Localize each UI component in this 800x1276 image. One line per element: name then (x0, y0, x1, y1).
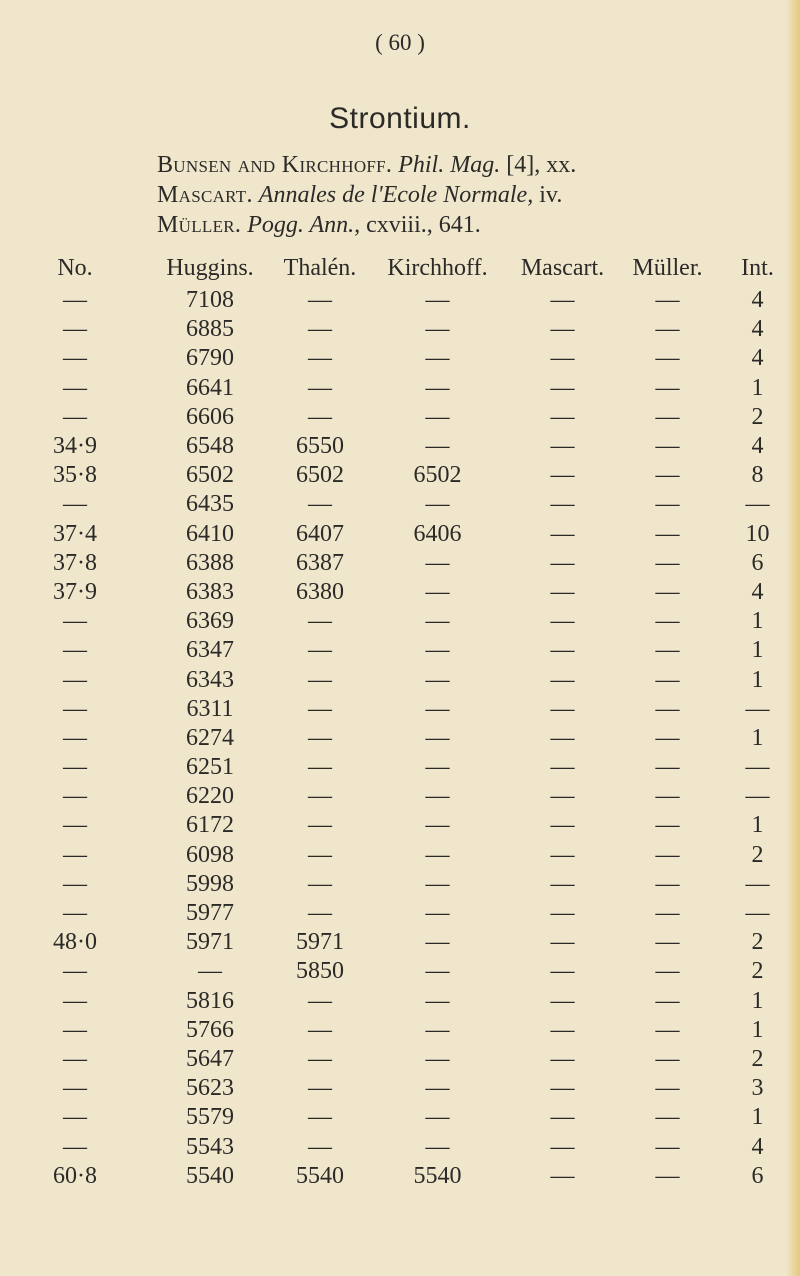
column-header-thalen: Thalén. (283, 254, 357, 281)
huggins-cell: 6172 (186, 812, 234, 839)
no-cell: — (63, 666, 87, 693)
no-cell: 35·8 (53, 462, 97, 489)
huggins-cell: 6410 (186, 520, 234, 547)
no-cell: — (63, 345, 87, 372)
huggins-cell: 5766 (186, 1016, 234, 1043)
thalen-cell: — (308, 987, 332, 1014)
muller-cell: — (655, 403, 680, 430)
huggins-cell: 6343 (186, 666, 234, 693)
kirchhoff-cell: — (425, 695, 450, 722)
mascart-cell: — (550, 316, 575, 343)
mascart-cell: — (550, 900, 575, 927)
no-cell: — (63, 403, 87, 430)
thalen-cell: — (308, 637, 332, 664)
kirchhoff-cell: — (425, 578, 450, 605)
table-row (0, 782, 800, 811)
kirchhoff-cell: — (425, 433, 450, 460)
intensity-cell: 1 (751, 1016, 764, 1043)
muller-cell: — (655, 929, 680, 956)
kirchhoff-cell: — (425, 1045, 450, 1072)
muller-cell: — (655, 783, 680, 810)
mascart-cell: — (550, 549, 575, 576)
intensity-cell: 2 (751, 841, 764, 868)
mascart-cell: — (550, 578, 575, 605)
muller-cell: — (655, 1016, 680, 1043)
kirchhoff-cell: 6406 (413, 520, 462, 547)
huggins-cell: 6641 (186, 374, 234, 401)
table-row (0, 1045, 800, 1074)
intensity-cell: 1 (751, 608, 764, 635)
intensity-cell: 4 (751, 1133, 764, 1160)
huggins-cell: 6790 (186, 345, 234, 372)
thalen-cell: 5540 (296, 1162, 344, 1189)
no-cell: — (63, 491, 87, 518)
thalen-cell: — (308, 1133, 332, 1160)
mascart-cell: — (550, 929, 575, 956)
column-header-mascart: Mascart. (520, 254, 605, 281)
table-row (0, 344, 800, 373)
column-header-no: No. (57, 254, 93, 281)
huggins-cell: 5543 (186, 1133, 234, 1160)
table-row (0, 1132, 800, 1161)
huggins-cell: 5647 (186, 1045, 234, 1072)
kirchhoff-cell: — (425, 608, 450, 635)
intensity-cell: 2 (751, 403, 764, 430)
table-row (0, 403, 800, 432)
huggins-cell: 6885 (186, 316, 234, 343)
muller-cell: — (655, 433, 680, 460)
table-row (0, 841, 800, 870)
no-cell: 34·9 (53, 433, 97, 460)
intensity-cell: 2 (751, 929, 764, 956)
table-row (0, 1103, 800, 1132)
thalen-cell: — (308, 812, 332, 839)
muller-cell: — (655, 1133, 680, 1160)
column-header-intensity: Int. (741, 254, 774, 281)
kirchhoff-cell: — (425, 549, 450, 576)
intensity-cell: 4 (751, 433, 764, 460)
kirchhoff-cell: 6502 (413, 462, 462, 489)
thalen-cell: — (308, 900, 332, 927)
mascart-cell: — (550, 491, 575, 518)
thalen-cell: — (308, 287, 332, 314)
mascart-cell: — (550, 637, 575, 664)
column-header-kirchhoff: Kirchhoff. (387, 254, 488, 281)
table-row (0, 665, 800, 694)
huggins-cell: 6098 (186, 841, 234, 868)
huggins-cell: 6311 (186, 695, 234, 722)
huggins-cell: 5540 (186, 1162, 234, 1189)
huggins-cell: 6435 (186, 491, 234, 518)
huggins-cell: 6388 (186, 549, 234, 576)
muller-cell: — (655, 491, 680, 518)
intensity-cell: 3 (751, 1075, 764, 1102)
thalen-cell: — (308, 1016, 332, 1043)
mascart-cell: — (550, 462, 575, 489)
thalen-cell: 6407 (296, 520, 344, 547)
muller-cell: — (655, 900, 680, 927)
muller-cell: — (655, 287, 680, 314)
intensity-cell: 2 (751, 958, 764, 985)
reference-details: [4], xx. (506, 152, 577, 178)
thalen-cell: — (308, 754, 332, 781)
table-row (0, 1162, 800, 1191)
mascart-cell: — (550, 287, 575, 314)
kirchhoff-cell: — (425, 374, 450, 401)
intensity-cell: — (745, 870, 770, 897)
no-cell: — (63, 841, 87, 868)
muller-cell: — (655, 345, 680, 372)
table-row (0, 636, 800, 665)
column-header-muller: Müller. (632, 254, 703, 281)
no-cell: — (63, 1104, 87, 1131)
no-cell: — (63, 1016, 87, 1043)
mascart-cell: — (550, 345, 575, 372)
mascart-cell: — (550, 433, 575, 460)
huggins-cell: 6502 (186, 462, 234, 489)
huggins-cell: 6220 (186, 783, 234, 810)
intensity-cell: — (745, 491, 770, 518)
mascart-cell: — (550, 520, 575, 547)
page-number: ( 60 ) (375, 30, 425, 55)
muller-cell: — (655, 578, 680, 605)
muller-cell: — (655, 754, 680, 781)
intensity-cell: 4 (751, 578, 764, 605)
huggins-cell: 7108 (186, 287, 234, 314)
no-cell: — (63, 637, 87, 664)
huggins-cell: 6347 (186, 637, 234, 664)
kirchhoff-cell: — (425, 958, 450, 985)
table-row (0, 753, 800, 782)
muller-cell: — (655, 549, 680, 576)
thalen-cell: — (308, 1104, 332, 1131)
thalen-cell: — (308, 666, 332, 693)
table-row (0, 315, 800, 344)
huggins-cell: 6548 (186, 433, 234, 460)
kirchhoff-cell: — (425, 1104, 450, 1131)
spectrum-table (0, 250, 800, 1191)
thalen-cell: 5971 (296, 929, 344, 956)
mascart-cell: — (550, 695, 575, 722)
mascart-cell: — (550, 1133, 575, 1160)
table-row (0, 899, 800, 928)
kirchhoff-cell: — (425, 1016, 450, 1043)
kirchhoff-cell: — (425, 987, 450, 1014)
intensity-cell: — (745, 695, 770, 722)
mascart-cell: — (550, 1016, 575, 1043)
no-cell: 37·4 (53, 520, 97, 547)
thalen-cell: — (308, 374, 332, 401)
no-cell: — (63, 783, 87, 810)
mascart-cell: — (550, 812, 575, 839)
intensity-cell: 6 (751, 549, 764, 576)
intensity-cell: 2 (751, 1045, 764, 1072)
table-body (0, 286, 800, 1191)
kirchhoff-cell: — (425, 812, 450, 839)
huggins-cell: 5816 (186, 987, 234, 1014)
table-row (0, 520, 800, 549)
table-row (0, 607, 800, 636)
no-cell: — (63, 608, 87, 635)
page-title: Strontium. (329, 102, 471, 135)
table-row (0, 461, 800, 490)
thalen-cell: — (308, 695, 332, 722)
intensity-cell: 1 (751, 666, 764, 693)
muller-cell: — (655, 1045, 680, 1072)
kirchhoff-cell: — (425, 345, 450, 372)
no-cell: — (63, 374, 87, 401)
muller-cell: — (655, 1162, 680, 1189)
intensity-cell: 4 (751, 345, 764, 372)
intensity-cell: — (745, 783, 770, 810)
kirchhoff-cell: — (425, 403, 450, 430)
no-cell: — (63, 900, 87, 927)
intensity-cell: 4 (751, 287, 764, 314)
table-header-row (0, 250, 800, 286)
reference-author: Mascart. (157, 182, 253, 208)
huggins-cell: 6251 (186, 754, 234, 781)
kirchhoff-cell: — (425, 754, 450, 781)
thalen-cell: 6380 (296, 578, 344, 605)
huggins-cell: 5971 (186, 929, 234, 956)
mascart-cell: — (550, 1075, 575, 1102)
reference-journal: Phil. Mag. (398, 152, 501, 178)
intensity-cell: — (745, 754, 770, 781)
thalen-cell: — (308, 870, 332, 897)
no-cell: — (63, 870, 87, 897)
thalen-cell: 5850 (296, 958, 344, 985)
no-cell: — (63, 316, 87, 343)
reference-author: Müller. (157, 212, 242, 238)
thalen-cell: 6550 (296, 433, 344, 460)
reference-journal: Pogg. Ann., (247, 212, 361, 238)
table-row (0, 374, 800, 403)
intensity-cell: 1 (751, 812, 764, 839)
thalen-cell: — (308, 1045, 332, 1072)
muller-cell: — (655, 695, 680, 722)
intensity-cell: 6 (751, 1162, 764, 1189)
huggins-cell: 6606 (186, 403, 234, 430)
huggins-cell: 5579 (186, 1104, 234, 1131)
table-row (0, 928, 800, 957)
kirchhoff-cell: — (425, 666, 450, 693)
reference-list (157, 150, 757, 240)
table-row (0, 957, 800, 986)
mascart-cell: — (550, 958, 575, 985)
no-cell: — (63, 1045, 87, 1072)
table-row (0, 432, 800, 461)
no-cell: — (63, 287, 87, 314)
no-cell: — (63, 724, 87, 751)
table-row (0, 490, 800, 519)
table-row (0, 695, 800, 724)
huggins-cell: 6383 (186, 578, 234, 605)
kirchhoff-cell: — (425, 783, 450, 810)
thalen-cell: — (308, 841, 332, 868)
mascart-cell: — (550, 374, 575, 401)
muller-cell: — (655, 316, 680, 343)
mascart-cell: — (550, 783, 575, 810)
reference-details: iv. (539, 182, 563, 208)
mascart-cell: — (550, 1162, 575, 1189)
muller-cell: — (655, 608, 680, 635)
kirchhoff-cell: 5540 (413, 1162, 462, 1189)
huggins-cell: 5977 (186, 900, 234, 927)
intensity-cell: 1 (751, 724, 764, 751)
kirchhoff-cell: — (425, 1075, 450, 1102)
no-cell: — (63, 1133, 87, 1160)
no-cell: — (63, 987, 87, 1014)
thalen-cell: — (308, 316, 332, 343)
reference-author: Bunsen and Kirchhoff. (157, 152, 393, 178)
reference-details: cxviii., 641. (366, 212, 481, 238)
mascart-cell: — (550, 1104, 575, 1131)
intensity-cell: 1 (751, 374, 764, 401)
no-cell: 37·9 (53, 578, 97, 605)
thalen-cell: — (308, 403, 332, 430)
muller-cell: — (655, 987, 680, 1014)
huggins-cell: — (198, 958, 222, 985)
muller-cell: — (655, 841, 680, 868)
table-row (0, 1016, 800, 1045)
kirchhoff-cell: — (425, 287, 450, 314)
intensity-cell: 8 (751, 462, 764, 489)
reference-line (157, 180, 757, 210)
column-header-huggins: Huggins. (166, 254, 254, 281)
table-row (0, 286, 800, 315)
intensity-cell: 1 (751, 987, 764, 1014)
intensity-cell: 1 (751, 1104, 764, 1131)
muller-cell: — (655, 1104, 680, 1131)
muller-cell: — (655, 812, 680, 839)
intensity-cell: — (745, 900, 770, 927)
no-cell: 48·0 (53, 929, 97, 956)
table-row (0, 870, 800, 899)
no-cell: — (63, 812, 87, 839)
no-cell: — (63, 1075, 87, 1102)
intensity-cell: 4 (751, 316, 764, 343)
muller-cell: — (655, 637, 680, 664)
huggins-cell: 6369 (186, 608, 234, 635)
thalen-cell: 6387 (296, 549, 344, 576)
no-cell: — (63, 754, 87, 781)
kirchhoff-cell: — (425, 841, 450, 868)
muller-cell: — (655, 520, 680, 547)
kirchhoff-cell: — (425, 316, 450, 343)
muller-cell: — (655, 462, 680, 489)
mascart-cell: — (550, 608, 575, 635)
kirchhoff-cell: — (425, 929, 450, 956)
table-row (0, 724, 800, 753)
table-row (0, 549, 800, 578)
muller-cell: — (655, 374, 680, 401)
reference-journal: Annales de l'Ecole Normale, (258, 182, 534, 208)
table-row (0, 987, 800, 1016)
thalen-cell: — (308, 345, 332, 372)
kirchhoff-cell: — (425, 491, 450, 518)
muller-cell: — (655, 958, 680, 985)
table-row (0, 811, 800, 840)
kirchhoff-cell: — (425, 1133, 450, 1160)
thalen-cell: — (308, 491, 332, 518)
thalen-cell: — (308, 608, 332, 635)
mascart-cell: — (550, 987, 575, 1014)
thalen-cell: 6502 (296, 462, 344, 489)
reference-line (157, 210, 757, 240)
intensity-cell: 10 (745, 520, 770, 547)
kirchhoff-cell: — (425, 637, 450, 664)
mascart-cell: — (550, 754, 575, 781)
kirchhoff-cell: — (425, 900, 450, 927)
table-row (0, 578, 800, 607)
reference-line (157, 150, 757, 180)
huggins-cell: 5998 (186, 870, 234, 897)
mascart-cell: — (550, 841, 575, 868)
mascart-cell: — (550, 1045, 575, 1072)
thalen-cell: — (308, 783, 332, 810)
thalen-cell: — (308, 1075, 332, 1102)
intensity-cell: 1 (751, 637, 764, 664)
muller-cell: — (655, 870, 680, 897)
huggins-cell: 5623 (186, 1075, 234, 1102)
mascart-cell: — (550, 403, 575, 430)
mascart-cell: — (550, 666, 575, 693)
table-row (0, 1074, 800, 1103)
muller-cell: — (655, 724, 680, 751)
thalen-cell: — (308, 724, 332, 751)
huggins-cell: 6274 (186, 724, 234, 751)
no-cell: — (63, 695, 87, 722)
no-cell: — (63, 958, 87, 985)
kirchhoff-cell: — (425, 870, 450, 897)
no-cell: 37·8 (53, 549, 97, 576)
mascart-cell: — (550, 870, 575, 897)
no-cell: 60·8 (53, 1162, 97, 1189)
muller-cell: — (655, 1075, 680, 1102)
mascart-cell: — (550, 724, 575, 751)
muller-cell: — (655, 666, 680, 693)
kirchhoff-cell: — (425, 724, 450, 751)
